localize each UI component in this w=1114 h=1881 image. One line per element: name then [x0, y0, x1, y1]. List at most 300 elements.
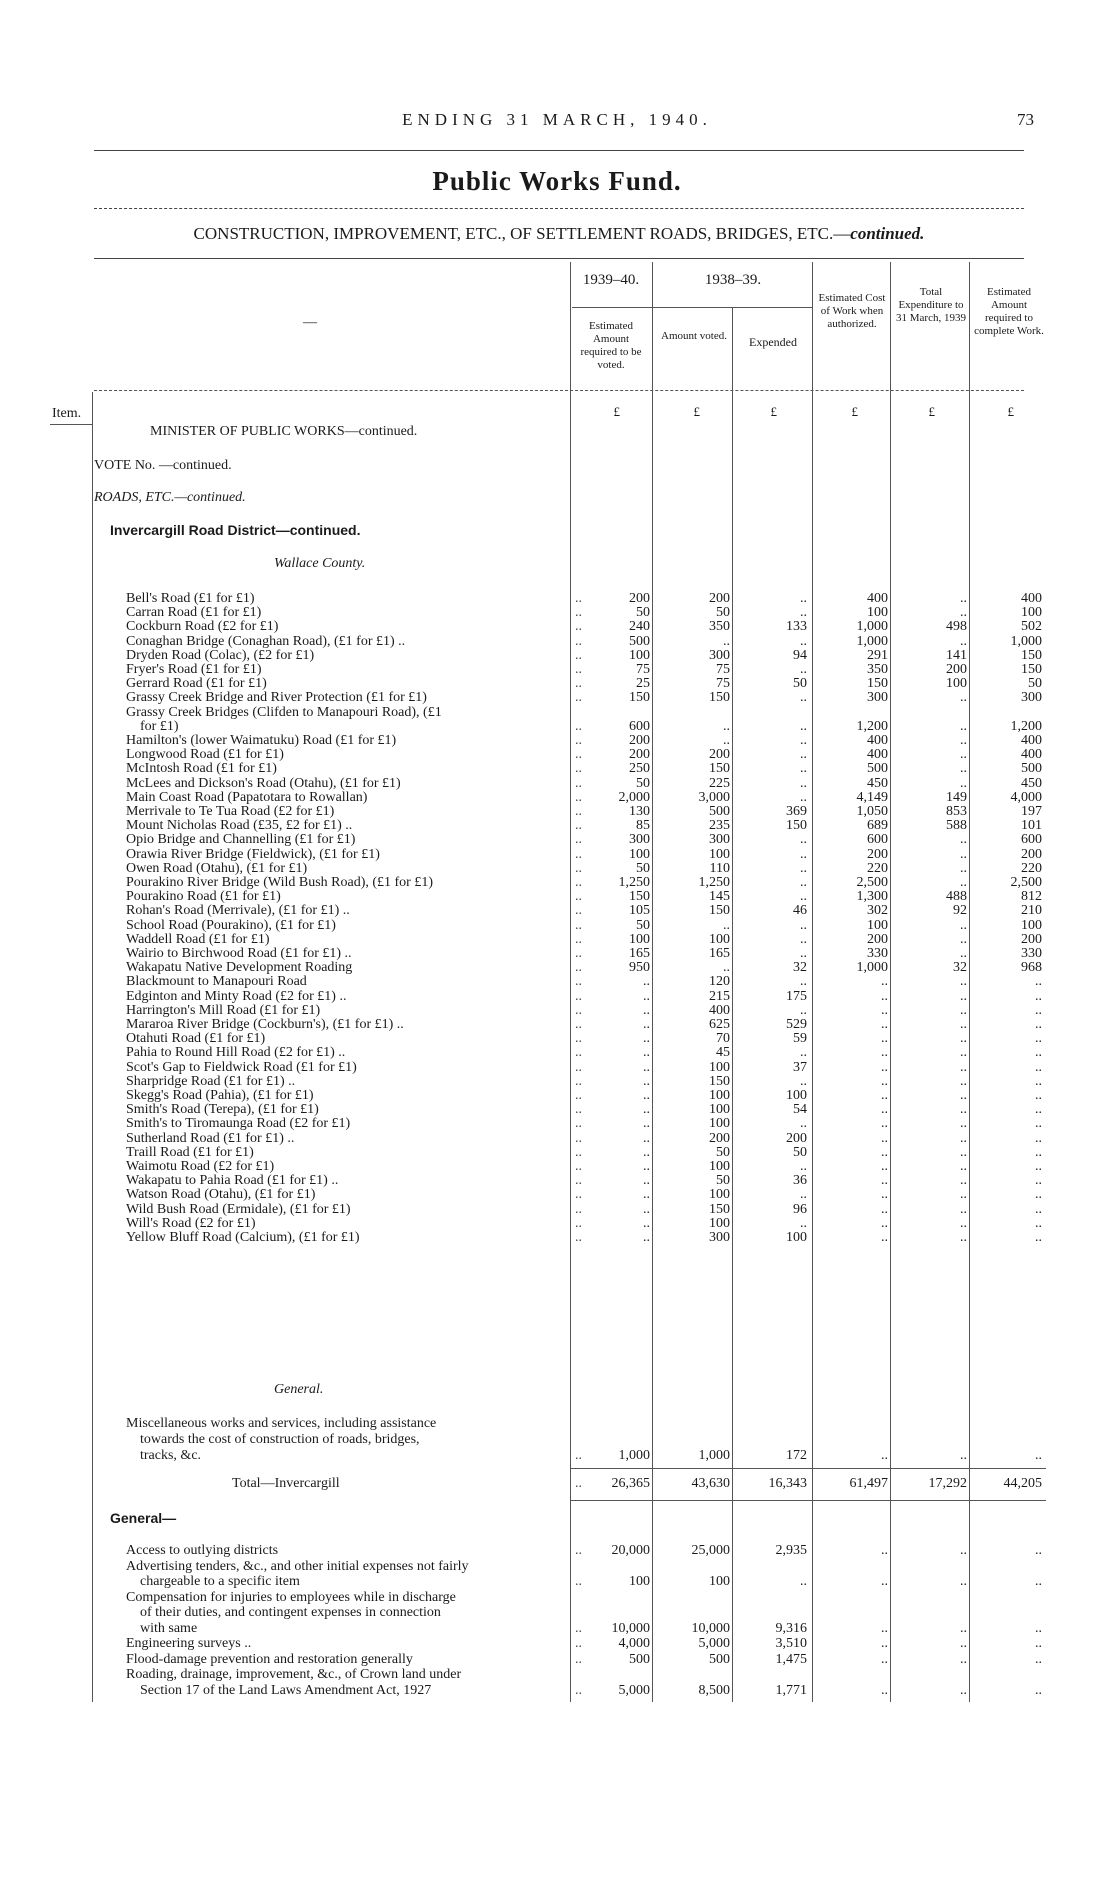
row-description: with same [126, 1621, 198, 1636]
amount-voted-cell: 70 [716, 1031, 730, 1046]
total-exp-cell: .. [960, 1173, 967, 1188]
row-description: Hamilton's (lower Waimatuku) Road (£1 for £1) [126, 733, 397, 748]
est-complete-cell: .. [1035, 1045, 1042, 1060]
dot-leader: .. [575, 719, 582, 734]
amount-voted-cell: 1,250 [698, 875, 730, 890]
total-exp-cell: 141 [946, 648, 967, 663]
est-amount-cell: 4,000 [618, 1636, 650, 1651]
est-complete-cell: .. [1035, 1060, 1042, 1075]
est-amount-cell: .. [643, 1116, 650, 1131]
est-complete-cell: 100 [1021, 918, 1042, 933]
est-amount-cell: 240 [629, 619, 650, 634]
est-amount-cell: 950 [629, 960, 650, 975]
row-description: Traill Road (£1 for £1) [126, 1145, 254, 1160]
amount-voted-cell: 100 [709, 1574, 730, 1589]
expended-cell: 37 [793, 1060, 807, 1075]
expended-cell: .. [800, 1116, 807, 1131]
est-complete-cell: .. [1035, 1652, 1042, 1667]
dot-leader: .. [575, 832, 582, 847]
est-cost-cell: 4,149 [856, 790, 888, 805]
est-cost-cell: .. [881, 1131, 888, 1146]
amount-voted-cell: 75 [716, 662, 730, 677]
est-amount-cell: 500 [629, 634, 650, 649]
est-amount-cell: .. [643, 1074, 650, 1089]
table-row [0, 1542, 1114, 1559]
dot-leader: .. [575, 591, 582, 606]
total-exp-cell: .. [960, 861, 967, 876]
expended-cell: 16,343 [768, 1476, 807, 1491]
row-description: Grassy Creek Bridges (Clifden to Manapouri Road), (£1 [126, 705, 442, 720]
est-cost-cell: .. [881, 1202, 888, 1217]
expended-cell: .. [800, 776, 807, 791]
est-cost-cell: 1,300 [856, 889, 888, 904]
est-cost-cell: 1,200 [856, 719, 888, 734]
item-label-rule [50, 424, 92, 425]
total-exp-cell: 92 [953, 903, 967, 918]
dot-leader: .. [575, 634, 582, 649]
total-exp-cell: .. [960, 690, 967, 705]
total-exp-cell: 588 [946, 818, 967, 833]
dot-leader: .. [575, 1574, 582, 1589]
amount-voted-cell: 5,000 [698, 1636, 730, 1651]
row-description: Smith's to Tiromaunga Road (£2 for £1) [126, 1116, 351, 1131]
amount-voted-cell: 150 [709, 1074, 730, 1089]
est-complete-cell: .. [1035, 1683, 1042, 1698]
est-cost-cell: .. [881, 1116, 888, 1131]
est-complete-cell: .. [1035, 1003, 1042, 1018]
total-exp-cell: .. [960, 832, 967, 847]
row-description: Dryden Road (Colac), (£2 for £1) [126, 648, 315, 663]
row-description: Sharpridge Road (£1 for £1) .. [126, 1074, 296, 1089]
est-cost-cell: .. [881, 1621, 888, 1636]
est-amount-cell: 5,000 [618, 1683, 650, 1698]
expended-cell: 9,316 [775, 1621, 807, 1636]
total-exp-cell: .. [960, 634, 967, 649]
dot-leader: .. [575, 662, 582, 677]
est-amount-cell: 1,000 [618, 1448, 650, 1463]
est-complete-cell: .. [1035, 1230, 1042, 1245]
expended-cell: 150 [786, 818, 807, 833]
est-complete-cell: .. [1035, 974, 1042, 989]
est-amount-cell: 75 [636, 662, 650, 677]
amount-voted-cell: 100 [709, 1216, 730, 1231]
est-amount-cell: .. [643, 1187, 650, 1202]
est-complete-cell: .. [1035, 1131, 1042, 1146]
dot-leader: .. [575, 648, 582, 663]
currency-unit: £ [613, 404, 620, 419]
est-cost-cell: 689 [867, 818, 888, 833]
total-exp-cell: .. [960, 989, 967, 1004]
est-complete-cell: .. [1035, 1031, 1042, 1046]
expended-cell: 200 [786, 1131, 807, 1146]
row-description: Waddell Road (£1 for £1) [126, 932, 270, 947]
amount-voted-cell: .. [723, 733, 730, 748]
dot-leader: .. [575, 776, 582, 791]
est-amount-cell: 85 [636, 818, 650, 833]
dot-leader: .. [575, 690, 582, 705]
row-description: Total—Invercargill [232, 1476, 340, 1491]
expended-cell: 175 [786, 989, 807, 1004]
amount-voted-cell: 120 [709, 974, 730, 989]
est-cost-cell: .. [881, 1636, 888, 1651]
est-amount-cell: .. [643, 1202, 650, 1217]
col-total-expenditure: Total Expenditure to 31 March, 1939 [896, 286, 966, 324]
row-description: Wild Bush Road (Ermidale), (£1 for £1) [126, 1202, 351, 1217]
currency-unit: £ [851, 404, 858, 419]
dot-leader: .. [575, 1230, 582, 1245]
dot-leader: .. [575, 1060, 582, 1075]
row-description: towards the cost of construction of roads, bridges, [126, 1432, 420, 1447]
est-cost-cell: 1,000 [856, 619, 888, 634]
est-cost-cell: 200 [867, 932, 888, 947]
total-exp-cell: .. [960, 1074, 967, 1089]
amount-voted-cell: 500 [709, 1652, 730, 1667]
total-exp-cell: .. [960, 761, 967, 776]
total-exp-cell: .. [960, 1088, 967, 1103]
total-exp-cell: .. [960, 1031, 967, 1046]
amount-voted-cell: 150 [709, 761, 730, 776]
est-amount-cell: 20,000 [611, 1543, 650, 1558]
expended-cell: 50 [793, 676, 807, 691]
total-exp-cell: .. [960, 932, 967, 947]
expended-cell: .. [800, 1187, 807, 1202]
row-description: Grassy Creek Bridge and River Protection (£1 for £1) [126, 690, 427, 705]
est-cost-cell: 1,050 [856, 804, 888, 819]
row-description: Flood-damage prevention and restoration generally [126, 1652, 413, 1667]
row-description: Roading, drainage, improvement, &c., of Crown land under [126, 1667, 462, 1682]
est-amount-cell: .. [643, 974, 650, 989]
est-amount-cell: 100 [629, 932, 650, 947]
row-description: Orawia River Bridge (Fieldwick), (£1 for £1) [126, 847, 380, 862]
row-description: chargeable to a specific item [126, 1574, 300, 1589]
expended-cell: 2,935 [775, 1543, 807, 1558]
est-cost-cell: 600 [867, 832, 888, 847]
dot-leader: .. [575, 1543, 582, 1558]
row-description: McIntosh Road (£1 for £1) [126, 761, 277, 776]
est-amount-cell: .. [643, 1045, 650, 1060]
est-amount-cell: .. [643, 1017, 650, 1032]
expended-cell: 94 [793, 648, 807, 663]
dot-leader: .. [575, 1683, 582, 1698]
est-cost-cell: .. [881, 1017, 888, 1032]
expended-cell: .. [800, 974, 807, 989]
total-exp-cell: .. [960, 1060, 967, 1075]
est-complete-cell: .. [1035, 1088, 1042, 1103]
amount-voted-cell: 500 [709, 804, 730, 819]
dot-leader: .. [575, 1652, 582, 1667]
est-complete-cell: 450 [1021, 776, 1042, 791]
expended-cell: .. [800, 918, 807, 933]
expended-cell: .. [800, 1574, 807, 1589]
running-title: ENDING 31 MARCH, 1940. [402, 110, 712, 129]
expended-cell: .. [800, 1045, 807, 1060]
total-exp-cell: 498 [946, 619, 967, 634]
est-cost-cell: 61,497 [849, 1476, 888, 1491]
total-exp-cell: 149 [946, 790, 967, 805]
est-cost-cell: .. [881, 1230, 888, 1245]
expended-cell: .. [800, 719, 807, 734]
total-exp-cell: .. [960, 1621, 967, 1636]
est-complete-cell: 330 [1021, 946, 1042, 961]
est-amount-cell: .. [643, 1131, 650, 1146]
dot-leader: .. [575, 847, 582, 862]
expended-cell: .. [800, 889, 807, 904]
est-cost-cell: 1,000 [856, 634, 888, 649]
vote-heading: VOTE No. —continued. [94, 458, 232, 473]
est-complete-cell: 2,500 [1010, 875, 1042, 890]
total-exp-cell: 853 [946, 804, 967, 819]
est-complete-cell: 200 [1021, 932, 1042, 947]
est-cost-cell: .. [881, 1574, 888, 1589]
est-complete-cell: .. [1035, 1621, 1042, 1636]
est-complete-cell: .. [1035, 1574, 1042, 1589]
expended-cell: .. [800, 1003, 807, 1018]
col-amount-voted: Amount voted. [661, 330, 727, 342]
row-description: Blackmount to Manapouri Road [126, 974, 307, 989]
dot-leader: .. [575, 889, 582, 904]
year-1939-40: 1939–40. [582, 272, 640, 288]
amount-voted-cell: 100 [709, 1159, 730, 1174]
est-cost-cell: .. [881, 1088, 888, 1103]
amount-voted-cell: 300 [709, 648, 730, 663]
amount-voted-cell: 165 [709, 946, 730, 961]
row-description: School Road (Pourakino), (£1 for £1) [126, 918, 336, 933]
row-description: Wairio to Birchwood Road (£1 for £1) .. [126, 946, 352, 961]
col-expended: Expended [749, 335, 797, 349]
amount-voted-cell: 150 [709, 690, 730, 705]
row-description: Merrivale to Te Tua Road (£2 for £1) [126, 804, 335, 819]
dot-leader: .. [575, 861, 582, 876]
est-complete-cell: 400 [1021, 733, 1042, 748]
est-cost-cell: 450 [867, 776, 888, 791]
currency-unit: £ [1007, 404, 1014, 419]
amount-voted-cell: 100 [709, 1060, 730, 1075]
row-description: Conaghan Bridge (Conaghan Road), (£1 for £1) .. [126, 634, 406, 649]
est-complete-cell: 400 [1021, 591, 1042, 606]
subtitle-main: CONSTRUCTION, IMPROVEMENT, ETC., OF SETTLEMENT ROADS, BRIDGES, ETC.— [193, 224, 851, 243]
total-exp-cell: .. [960, 719, 967, 734]
expended-cell: 369 [786, 804, 807, 819]
est-cost-cell: 330 [867, 946, 888, 961]
expended-cell: 32 [793, 960, 807, 975]
expended-cell: .. [800, 733, 807, 748]
expended-cell: .. [800, 875, 807, 890]
row-description: Edginton and Minty Road (£2 for £1) .. [126, 989, 347, 1004]
row-description: Fryer's Road (£1 for £1) [126, 662, 262, 677]
est-complete-cell: 600 [1021, 832, 1042, 847]
dot-leader: .. [575, 1216, 582, 1231]
total-exp-cell: .. [960, 1216, 967, 1231]
est-amount-cell: .. [643, 989, 650, 1004]
row-description: Waimotu Road (£2 for £1) [126, 1159, 275, 1174]
est-cost-cell: .. [881, 1031, 888, 1046]
amount-voted-cell: 100 [709, 932, 730, 947]
dot-leader: .. [575, 1017, 582, 1032]
expended-cell: 529 [786, 1017, 807, 1032]
amount-voted-cell: 1,000 [698, 1448, 730, 1463]
amount-voted-cell: .. [723, 719, 730, 734]
row-description: Section 17 of the Land Laws Amendment Act, 1927 [126, 1683, 432, 1698]
est-amount-cell: 2,000 [618, 790, 650, 805]
expended-cell: .. [800, 662, 807, 677]
header-bottom-rule [94, 390, 1024, 391]
row-description: Wakapatu Native Development Roading [126, 960, 353, 975]
dot-leader: .. [575, 989, 582, 1004]
expended-cell: .. [800, 1216, 807, 1231]
table-row [0, 1447, 1114, 1464]
amount-voted-cell: 400 [709, 1003, 730, 1018]
est-amount-cell: .. [643, 1173, 650, 1188]
expended-cell: 133 [786, 619, 807, 634]
total-exp-cell: .. [960, 776, 967, 791]
est-complete-cell: 812 [1021, 889, 1042, 904]
row-description: Miscellaneous works and services, including assistance [126, 1416, 437, 1431]
amount-voted-cell: 215 [709, 989, 730, 1004]
amount-voted-cell: 150 [709, 903, 730, 918]
amount-voted-cell: 100 [709, 1088, 730, 1103]
row-description: Advertising tenders, &c., and other initial expenses not fairly [126, 1559, 469, 1574]
table-row [0, 1431, 1114, 1448]
dot-leader: .. [575, 747, 582, 762]
county-heading: Wallace County. [274, 556, 366, 571]
item-label: Item. [52, 406, 82, 421]
expended-cell: 3,510 [775, 1636, 807, 1651]
est-complete-cell: .. [1035, 1159, 1042, 1174]
total-exp-cell: .. [960, 946, 967, 961]
expended-cell: .. [800, 932, 807, 947]
row-description: Sutherland Road (£1 for £1) .. [126, 1131, 295, 1146]
est-cost-cell: 150 [867, 676, 888, 691]
est-cost-cell: .. [881, 1060, 888, 1075]
expended-cell: .. [800, 946, 807, 961]
dot-leader: .. [575, 1173, 582, 1188]
est-amount-cell: 50 [636, 605, 650, 620]
total-exp-cell: .. [960, 1652, 967, 1667]
est-amount-cell: .. [643, 1230, 650, 1245]
dot-leader: .. [575, 733, 582, 748]
currency-unit: £ [693, 404, 700, 419]
col-estimated-complete: Estimated Amount required to complete Work. [974, 286, 1044, 337]
est-complete-cell: 210 [1021, 903, 1042, 918]
row-description: Mount Nicholas Road (£35, £2 for £1) .. [126, 818, 353, 833]
row-description: Smith's Road (Terepa), (£1 for £1) [126, 1102, 319, 1117]
row-description: tracks, &c. [126, 1448, 202, 1463]
total-exp-cell: .. [960, 1131, 967, 1146]
row-description: Wakapatu to Pahia Road (£1 for £1) .. [126, 1173, 339, 1188]
total-exp-cell: 200 [946, 662, 967, 677]
est-complete-cell: 44,205 [1003, 1476, 1042, 1491]
est-complete-cell: .. [1035, 1187, 1042, 1202]
row-description: Compensation for injuries to employees while in discharge [126, 1590, 456, 1605]
est-amount-cell: 50 [636, 776, 650, 791]
total-exp-cell: 32 [953, 960, 967, 975]
amount-voted-cell: 235 [709, 818, 730, 833]
row-description: Rohan's Road (Merrivale), (£1 for £1) .. [126, 903, 350, 918]
row-description: Cockburn Road (£2 for £1) [126, 619, 279, 634]
total-exp-cell: .. [960, 1636, 967, 1651]
expended-cell: 36 [793, 1173, 807, 1188]
row-description: Pourakino River Bridge (Wild Bush Road), (£1 for £1) [126, 875, 434, 890]
table-top-rule [94, 258, 1024, 259]
est-cost-cell: .. [881, 1045, 888, 1060]
currency-unit: £ [928, 404, 935, 419]
expended-cell: 54 [793, 1102, 807, 1117]
dot-leader: .. [575, 903, 582, 918]
year-1938-39: 1938–39. [704, 272, 762, 288]
est-amount-cell: 10,000 [611, 1621, 650, 1636]
row-description: Gerrard Road (£1 for £1) [126, 676, 267, 691]
row-description: Bell's Road (£1 for £1) [126, 591, 255, 606]
total-exp-cell: .. [960, 1102, 967, 1117]
table-row [0, 1415, 1114, 1432]
expended-cell: 172 [786, 1448, 807, 1463]
expended-cell: .. [800, 790, 807, 805]
est-amount-cell: 100 [629, 1574, 650, 1589]
expended-cell: 100 [786, 1230, 807, 1245]
section-subtitle [94, 224, 1024, 244]
dot-leader: .. [575, 918, 582, 933]
general-subheading: General. [274, 1382, 324, 1397]
row-description: Pourakino Road (£1 for £1) [126, 889, 281, 904]
year-divider [572, 307, 812, 308]
table-row [0, 1475, 1114, 1492]
est-cost-cell: 302 [867, 903, 888, 918]
est-complete-cell: .. [1035, 1543, 1042, 1558]
est-amount-cell: 50 [636, 918, 650, 933]
est-complete-cell: .. [1035, 1202, 1042, 1217]
amount-voted-cell: 300 [709, 832, 730, 847]
dot-leader: .. [575, 1116, 582, 1131]
expended-cell: .. [800, 605, 807, 620]
expended-cell: 96 [793, 1202, 807, 1217]
est-complete-cell: .. [1035, 1636, 1042, 1651]
amount-voted-cell: 10,000 [691, 1621, 730, 1636]
expended-cell: .. [800, 1159, 807, 1174]
est-complete-cell: 500 [1021, 761, 1042, 776]
amount-voted-cell: 25,000 [691, 1543, 730, 1558]
amount-voted-cell: 200 [709, 747, 730, 762]
dot-leader: .. [575, 1045, 582, 1060]
est-cost-cell: 500 [867, 761, 888, 776]
est-complete-cell: 50 [1028, 676, 1042, 691]
row-description: Access to outlying districts [126, 1543, 279, 1558]
est-amount-cell: 200 [629, 747, 650, 762]
est-complete-cell: 150 [1021, 648, 1042, 663]
est-cost-cell: .. [881, 1652, 888, 1667]
total-exp-cell: .. [960, 1159, 967, 1174]
dot-leader: .. [575, 676, 582, 691]
table-row [0, 1666, 1114, 1683]
est-cost-cell: 400 [867, 747, 888, 762]
est-complete-cell: 4,000 [1010, 790, 1042, 805]
total-exp-cell: .. [960, 1543, 967, 1558]
est-complete-cell: .. [1035, 1216, 1042, 1231]
title-rule [94, 208, 1024, 209]
dot-leader: .. [575, 875, 582, 890]
row-description: for £1) [126, 719, 179, 734]
est-amount-cell: .. [643, 1003, 650, 1018]
table-row [0, 1682, 1114, 1699]
amount-voted-cell: 200 [709, 591, 730, 606]
est-cost-cell: 2,500 [856, 875, 888, 890]
est-amount-cell: .. [643, 1060, 650, 1075]
est-cost-cell: 1,000 [856, 960, 888, 975]
est-amount-cell: 100 [629, 847, 650, 862]
est-cost-cell: .. [881, 1448, 888, 1463]
row-description: Longwood Road (£1 for £1) [126, 747, 284, 762]
table-row [0, 1229, 1114, 1246]
amount-voted-cell: 100 [709, 1102, 730, 1117]
